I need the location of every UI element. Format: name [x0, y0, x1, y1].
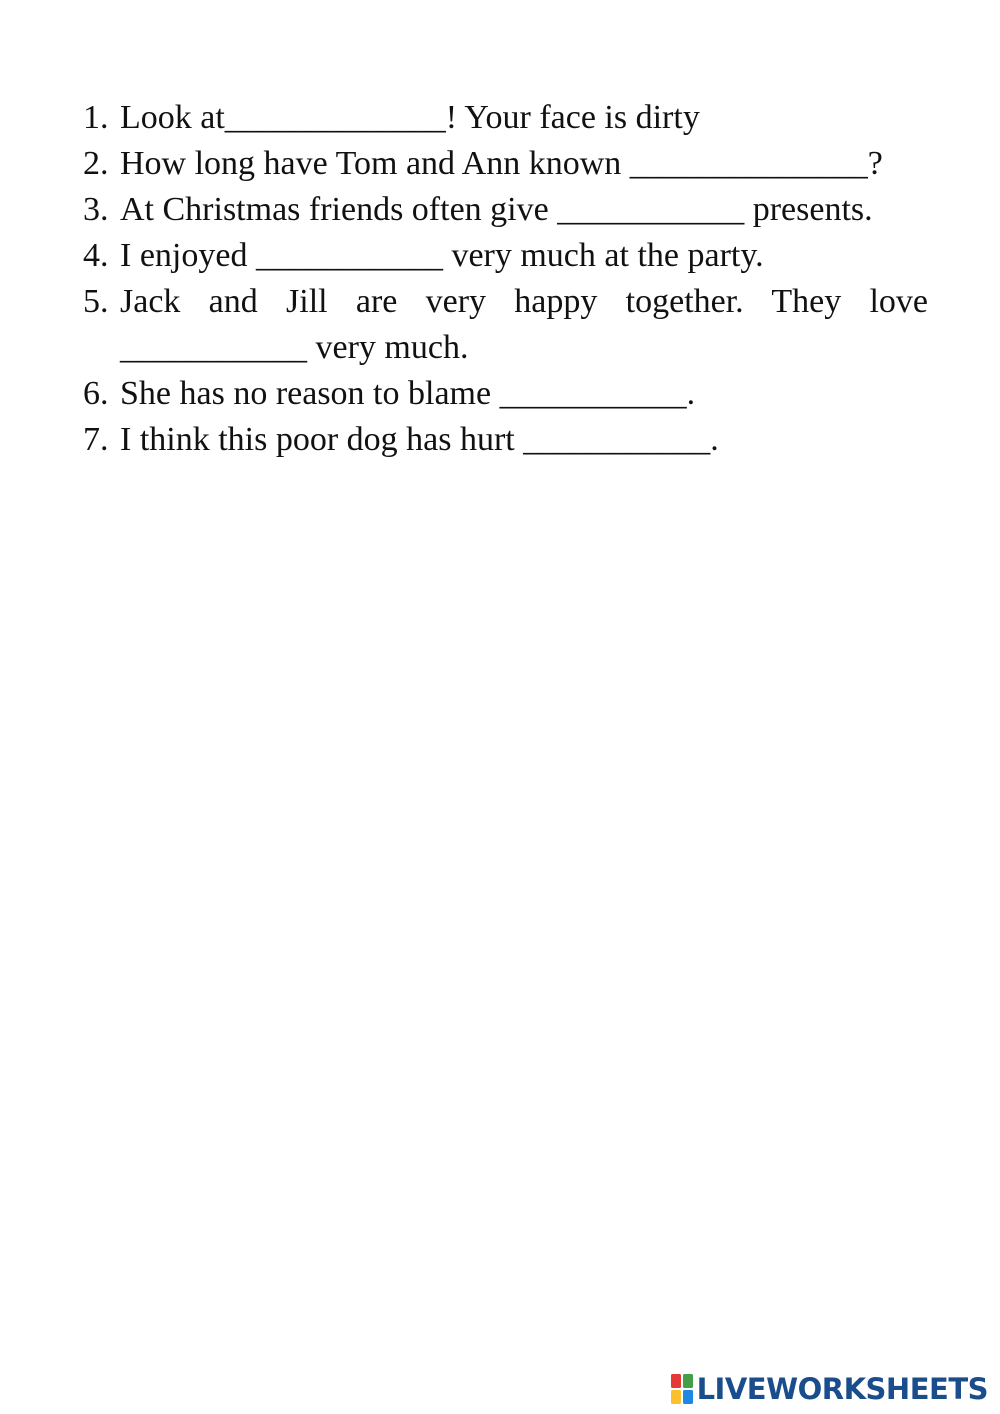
question-number: 3.	[83, 191, 109, 228]
question-text: At Christmas friends often give ___________ presents.	[120, 191, 873, 228]
question-item	[83, 279, 928, 371]
question-number: 7.	[83, 421, 109, 458]
question-number: 4.	[83, 237, 109, 274]
exercise-list	[83, 95, 928, 463]
question-number: 1.	[83, 99, 109, 136]
question-text: I think this poor dog has hurt ___________.	[120, 421, 719, 458]
question-text: She has no reason to blame ___________.	[120, 375, 696, 412]
question-item	[83, 417, 928, 463]
question-number: 2.	[83, 145, 109, 182]
question-text: Jack and Jill are very happy together. They love ___________ very much.	[120, 283, 928, 366]
question-text: Look at_____________! Your face is dirty	[120, 99, 700, 136]
liveworksheets-branding	[671, 1372, 988, 1406]
brand-name: LIVEWORKSHEETS	[696, 1372, 988, 1406]
question-item	[83, 371, 928, 417]
question-item	[83, 141, 928, 187]
question-item	[83, 187, 928, 233]
question-number: 5.	[83, 283, 109, 320]
question-text: I enjoyed ___________ very much at the party.	[120, 237, 764, 274]
liveworksheets-logo-icon	[671, 1374, 693, 1404]
question-item	[83, 95, 928, 141]
question-text: How long have Tom and Ann known ______________?	[120, 145, 883, 182]
question-number: 6.	[83, 375, 109, 412]
question-item	[83, 233, 928, 279]
